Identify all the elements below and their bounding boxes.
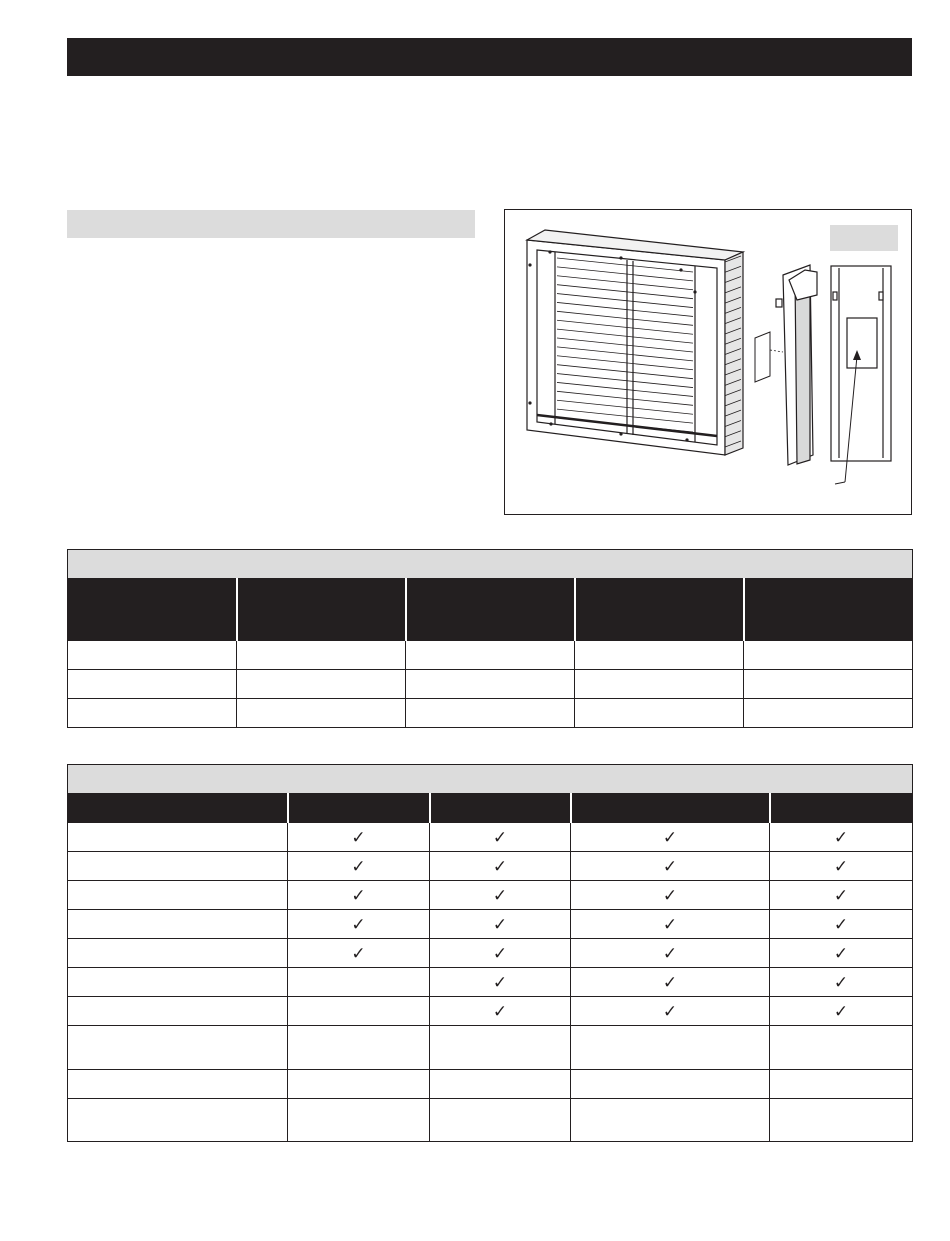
table2-check-cell bbox=[571, 881, 770, 910]
table1-cell bbox=[744, 699, 913, 728]
table-row bbox=[68, 1070, 913, 1099]
table1-cell bbox=[406, 641, 575, 670]
table1-cell bbox=[744, 641, 913, 670]
table2-header-cell bbox=[288, 794, 430, 823]
specifications-table bbox=[67, 549, 913, 728]
table-row bbox=[68, 910, 913, 939]
table2-header-cell bbox=[68, 794, 288, 823]
table-row bbox=[68, 852, 913, 881]
check-mark-icon: ✓ bbox=[833, 827, 849, 847]
table2-row-label bbox=[68, 939, 288, 968]
check-mark-icon: ✓ bbox=[351, 856, 366, 876]
table2-check-cell bbox=[770, 881, 913, 910]
table2-header-cell bbox=[770, 794, 913, 823]
table-row bbox=[68, 997, 913, 1026]
table2-header-cell bbox=[430, 794, 571, 823]
check-mark-icon: ✓ bbox=[833, 914, 849, 934]
check-mark-icon: ✓ bbox=[833, 885, 849, 905]
table-row bbox=[68, 1026, 913, 1070]
table2-check-cell bbox=[288, 939, 430, 968]
check-mark-icon: ✓ bbox=[351, 827, 366, 847]
table-row bbox=[68, 699, 913, 728]
section-heading-bar bbox=[67, 210, 475, 238]
air-cleaner-cabinet-illustration bbox=[505, 210, 911, 514]
table2-check-cell bbox=[430, 823, 571, 852]
table2-check-cell bbox=[770, 939, 913, 968]
door-interior-view bbox=[831, 266, 891, 461]
table1-header-cell bbox=[237, 579, 406, 641]
table2-check-cell bbox=[770, 823, 913, 852]
table2-check-cell bbox=[571, 1026, 770, 1070]
table1-header-cell bbox=[575, 579, 744, 641]
table2-row-label bbox=[68, 823, 288, 852]
table2-check-cell bbox=[571, 852, 770, 881]
table2-check-cell bbox=[571, 1099, 770, 1142]
check-mark-icon: ✓ bbox=[351, 943, 366, 963]
table1-cell bbox=[406, 670, 575, 699]
table2-check-cell bbox=[288, 910, 430, 939]
table2-row-label bbox=[68, 910, 288, 939]
table2-check-cell bbox=[571, 939, 770, 968]
check-mark-icon: ✓ bbox=[492, 972, 508, 992]
table2-check-cell bbox=[571, 910, 770, 939]
table1-cell bbox=[68, 670, 237, 699]
table2-row-label bbox=[68, 1026, 288, 1070]
table2-check-cell bbox=[288, 881, 430, 910]
table2-check-cell bbox=[430, 1070, 571, 1099]
table2-title bbox=[68, 765, 913, 794]
table2-check-cell bbox=[288, 1099, 430, 1142]
table2-check-cell bbox=[430, 997, 571, 1026]
table2-check-cell bbox=[430, 968, 571, 997]
check-mark-icon: ✓ bbox=[662, 885, 678, 905]
table2-check-cell bbox=[430, 1026, 571, 1070]
table1-cell bbox=[575, 699, 744, 728]
table1-header-cell bbox=[68, 579, 237, 641]
check-mark-icon: ✓ bbox=[662, 856, 678, 876]
table2-check-cell bbox=[430, 852, 571, 881]
table-row bbox=[68, 881, 913, 910]
table2-check-cell bbox=[770, 1026, 913, 1070]
check-mark-icon: ✓ bbox=[662, 972, 678, 992]
table2-check-cell bbox=[571, 1070, 770, 1099]
feature-comparison-table bbox=[67, 764, 913, 1142]
table-row bbox=[68, 939, 913, 968]
table2-check-cell bbox=[288, 997, 430, 1026]
table-row bbox=[68, 670, 913, 699]
table2-row-label bbox=[68, 852, 288, 881]
check-mark-icon: ✓ bbox=[492, 914, 508, 934]
table1-cell bbox=[744, 670, 913, 699]
table2-row-label bbox=[68, 1070, 288, 1099]
table2-check-cell bbox=[288, 823, 430, 852]
table1-header-cell bbox=[744, 579, 913, 641]
table2-check-cell bbox=[288, 1070, 430, 1099]
table2-check-cell bbox=[770, 1099, 913, 1142]
table2-check-cell bbox=[430, 1099, 571, 1142]
table2-check-cell bbox=[430, 881, 571, 910]
access-door-panel bbox=[776, 265, 817, 465]
check-mark-icon: ✓ bbox=[833, 972, 849, 992]
table2-check-cell bbox=[571, 823, 770, 852]
check-mark-icon: ✓ bbox=[351, 885, 366, 905]
check-mark-icon: ✓ bbox=[492, 943, 508, 963]
table1-cell bbox=[68, 641, 237, 670]
check-mark-icon: ✓ bbox=[833, 943, 849, 963]
check-mark-icon: ✓ bbox=[662, 1001, 678, 1021]
check-mark-icon: ✓ bbox=[492, 827, 508, 847]
table2-check-cell bbox=[571, 997, 770, 1026]
table1-cell bbox=[237, 641, 406, 670]
table2-check-cell bbox=[430, 910, 571, 939]
table-row bbox=[68, 823, 913, 852]
check-mark-icon: ✓ bbox=[492, 1001, 508, 1021]
table-row bbox=[68, 968, 913, 997]
table2-row-label bbox=[68, 1099, 288, 1142]
table1-title bbox=[68, 550, 913, 579]
table2-row-label bbox=[68, 997, 288, 1026]
table-row bbox=[68, 641, 913, 670]
check-mark-icon: ✓ bbox=[662, 943, 678, 963]
table1-cell bbox=[237, 699, 406, 728]
check-mark-icon: ✓ bbox=[351, 914, 366, 934]
table2-row-label bbox=[68, 881, 288, 910]
table2-check-cell bbox=[770, 852, 913, 881]
table1-header-cell bbox=[406, 579, 575, 641]
table1-cell bbox=[575, 641, 744, 670]
filter-insert-card bbox=[755, 332, 770, 382]
check-mark-icon: ✓ bbox=[662, 827, 678, 847]
header-bar bbox=[67, 38, 912, 76]
table1-cell bbox=[68, 699, 237, 728]
check-mark-icon: ✓ bbox=[492, 885, 508, 905]
table1-cell bbox=[237, 670, 406, 699]
table-row bbox=[68, 1099, 913, 1142]
table2-check-cell bbox=[430, 939, 571, 968]
table1-cell bbox=[406, 699, 575, 728]
check-mark-icon: ✓ bbox=[662, 914, 678, 934]
table2-row-label bbox=[68, 968, 288, 997]
figure-label-plate bbox=[830, 225, 898, 251]
check-mark-icon: ✓ bbox=[492, 856, 508, 876]
table2-check-cell bbox=[770, 997, 913, 1026]
table2-header-cell bbox=[571, 794, 770, 823]
product-illustration-frame bbox=[504, 209, 912, 515]
table2-check-cell bbox=[288, 852, 430, 881]
check-mark-icon: ✓ bbox=[833, 1001, 849, 1021]
table2-check-cell bbox=[288, 968, 430, 997]
table2-check-cell bbox=[770, 968, 913, 997]
table2-check-cell bbox=[288, 1026, 430, 1070]
table1-cell bbox=[575, 670, 744, 699]
check-mark-icon: ✓ bbox=[833, 856, 849, 876]
table2-check-cell bbox=[571, 968, 770, 997]
table2-check-cell bbox=[770, 910, 913, 939]
table2-check-cell bbox=[770, 1070, 913, 1099]
